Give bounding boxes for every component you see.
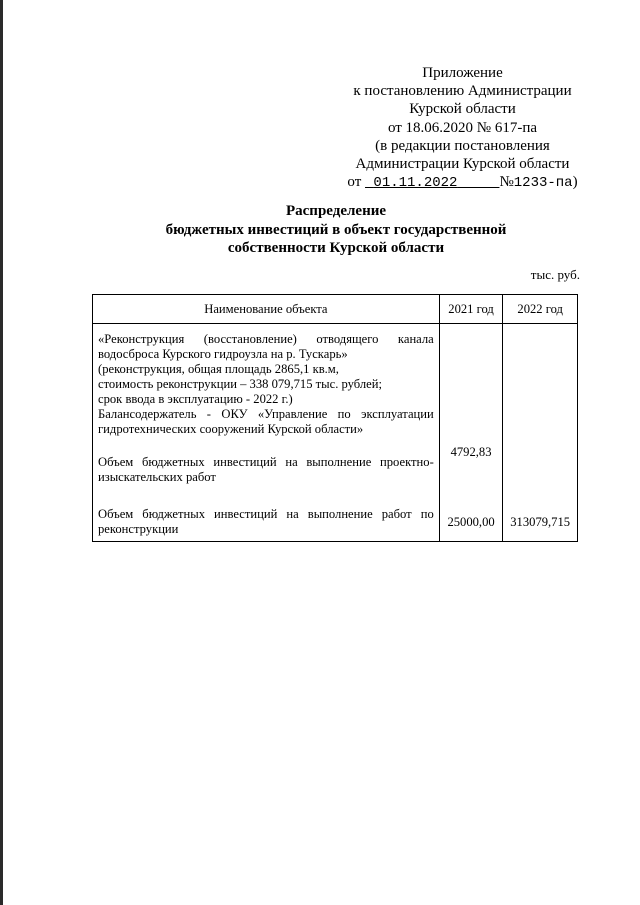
- value-2021-reconstruction: 25000,00: [447, 515, 495, 529]
- object-line: «Реконструкция (восстановление) отводящего канала: [98, 332, 434, 346]
- value-2021-design: 4792,83: [450, 445, 492, 459]
- unit-label: тыс. руб.: [530, 267, 580, 282]
- appendix-line: Курской области: [409, 101, 516, 118]
- header-object-name: Наименование объекта: [93, 295, 440, 324]
- appendix-line: от 18.06.2020 № 617-па: [387, 119, 538, 136]
- title-line: Распределение: [285, 203, 387, 219]
- object-line: водосброса Курского гидроузла на р. Тускарь»: [98, 347, 348, 361]
- amendment-number: 1233-па: [513, 175, 573, 192]
- appendix-line: к постановлению Администрации: [353, 83, 572, 100]
- appendix-line: Приложение: [422, 65, 503, 81]
- row-label-line: реконструкции: [98, 522, 179, 536]
- object-line: Балансодержатель - ОКУ «Управление по эксплуатации: [98, 407, 434, 421]
- object-line: гидротехнических сооружений Курской области»: [98, 422, 364, 436]
- appendix-line: Администрации Курской области: [355, 156, 570, 173]
- object-line: стоимость реконструкции – 338 079,715 тыс. рублей;: [98, 377, 382, 391]
- row-label-line: Объем бюджетных инвестиций на выполнение работ по: [98, 507, 434, 521]
- column-2022-cell: [503, 324, 578, 542]
- amendment-reference: [340, 173, 585, 192]
- object-line: (реконструкция, общая площадь 2865,1 кв.м,: [98, 362, 339, 376]
- value-2022-reconstruction: 313079,715: [510, 515, 571, 529]
- number-sign: №: [499, 174, 514, 191]
- table-header-row: [93, 295, 578, 324]
- investment-table: [92, 294, 578, 542]
- scan-left-border: [0, 0, 3, 905]
- header-2022: 2022 год: [503, 295, 578, 324]
- table-row: [93, 324, 578, 542]
- row-label-line: Объем бюджетных инвестиций на выполнение проектно-: [98, 455, 434, 469]
- value-2022-design: [504, 445, 576, 460]
- row-label-line: изыскательских работ: [98, 470, 216, 484]
- document-title: [120, 202, 552, 258]
- date-prefix: от: [347, 174, 362, 191]
- header-2021: 2021 год: [439, 295, 503, 324]
- title-line: бюджетных инвестиций в объект государственной: [165, 221, 507, 238]
- object-line: срок ввода в эксплуатацию - 2022 г.): [98, 392, 293, 406]
- closing-paren: ): [572, 174, 578, 191]
- object-description-cell: [93, 324, 440, 542]
- column-2021-cell: [439, 324, 503, 542]
- appendix-line: (в редакции постановления: [375, 137, 550, 154]
- title-line: собственности Курской области: [227, 240, 445, 256]
- amendment-date: 01.11.2022: [373, 175, 458, 192]
- appendix-header: [340, 64, 585, 192]
